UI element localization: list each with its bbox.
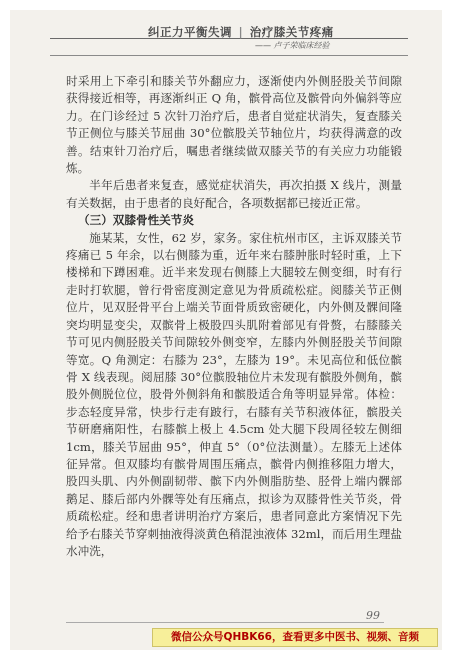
header-separator: | bbox=[238, 25, 244, 39]
footer-rule bbox=[66, 622, 384, 623]
body-text bbox=[66, 73, 402, 560]
section-heading: （三）双膝骨性关节炎 bbox=[78, 213, 194, 228]
header-rule-mid bbox=[50, 55, 408, 56]
header-title-right: 治疗膝关节疼痛 bbox=[249, 25, 334, 39]
paragraph-case: 施某某，女性，62 岁，家务。家住杭州市区，主诉双膝关节疼痛已 5 年余，以右侧膝为重，近年来右膝肿胀时轻时重，上下楼梯和下蹲困难。近半来发现右侧膝上大腿较左侧变细，时有行走时打软腿，曾行骨密度测定意见为骨质疏松症。阅膝关节正侧位片，见双胫骨平台上端关节面骨质致密硬化，内外侧及髁间隆突均明显变尖，双髌骨上极股四头肌附着部见有骨赘，右膝膝关节可见内侧胫股关节间隙较外侧变窄，左膝内外侧胫股关节间隙等宽。Q 角测定：右膝为 23°，左膝为 19°。未见高位和低位髌骨 X 线表现。阅屈膝 30°位髌股轴位片未发现有髌股外侧角，髌股外侧脱位位，股骨外侧斜角和髌股适合角等明显异常。体检：步态轻度异常，快步行走有跛行，右膝有关节积液体征，髌股关节研磨痛阳性，右膝髌上极上 4.5cm 处大腿下段周径较左侧细 1cm，膝关节屈曲 95°，伸直 5°（0°位法测量）。左膝无上述体征异常。但双膝均有髌骨周围压痛点，髌骨内侧推移阻力增大，股四头肌、内外侧副韧带、髌下内外侧脂肪垫、胫骨上端内髁部鹅足、膝后部内外髁等处有压痛点，拟诊为双膝骨性关节炎，骨质疏松症。经和患者讲明治疗方案后，患者同意此方案情况下先给予右膝关节穿刺抽液得淡黄色稍混浊液体 32ml，而后用生理盐水冲洗， bbox=[66, 230, 402, 558]
header-subtitle: —— 卢子荣临床经验 bbox=[255, 41, 330, 50]
header-title bbox=[148, 24, 398, 40]
page-number: 99 bbox=[366, 609, 380, 622]
footer-banner: 微信公众号QHBK66，查看更多中医书、视频、音频 bbox=[152, 628, 438, 647]
header-title-left: 纠正力平衡失调 bbox=[148, 25, 232, 39]
paragraph-continued: 时采用上下牵引和膝关节外翻应力，逐渐使内外侧胫股关节间隙获得接近相等，再逐渐纠正 Q 角，髌骨高位及髌骨向外偏斜等应力。在门诊经过 5 次针刀治疗后，患者自觉症状消失，复查膝关节正侧位与膝关节屈曲 30°位髌股关节轴位片，均获得满意的改善。结束针刀治疗后，嘱患者继续做双膝关节的有关应力功能锻炼。 bbox=[66, 74, 402, 176]
top-edge bbox=[6, 0, 450, 10]
running-header bbox=[50, 22, 408, 66]
paragraph-followup: 半年后患者来复查，感觉症状消失，再次拍摄 X 线片，测量有关数据，由于患者的良好配合，各项数据都已接近正常。 bbox=[66, 178, 402, 210]
